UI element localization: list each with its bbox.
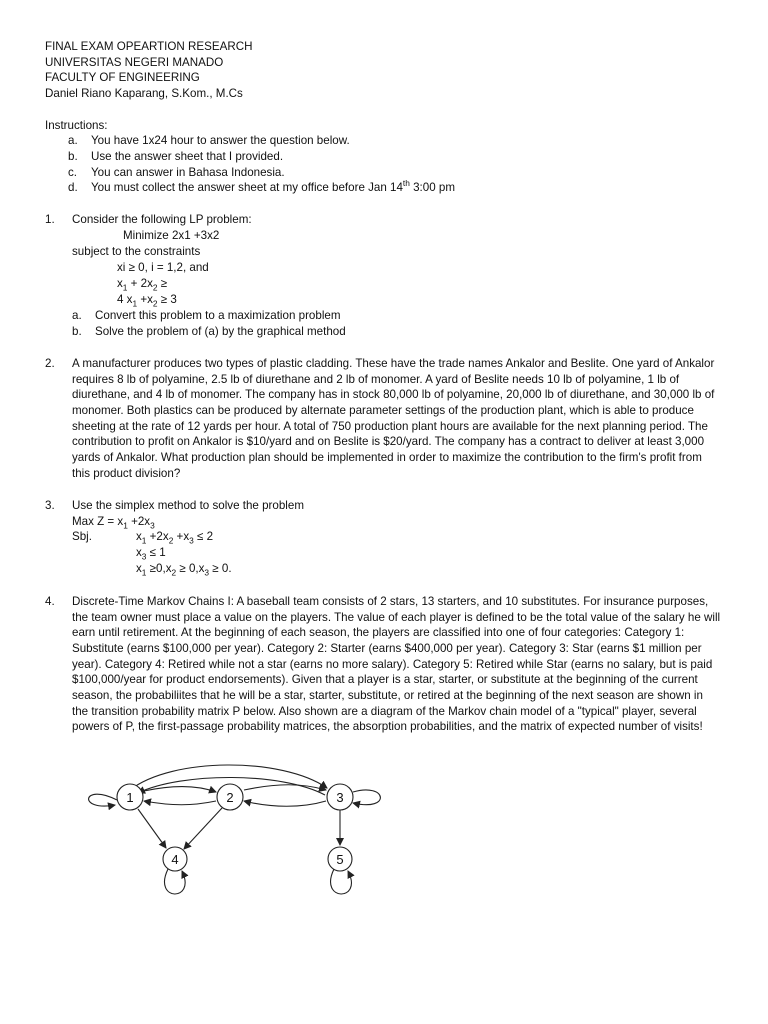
question-number: 4.: [45, 595, 55, 608]
question-number: 1.: [45, 213, 55, 226]
q1-part-label: a.: [72, 309, 82, 322]
markov-chain-diagram: [72, 752, 392, 902]
arrow-2-to-1: [144, 801, 216, 805]
arrow-1-to-2: [144, 787, 216, 792]
q1-part-label: b.: [72, 325, 82, 338]
instruction-text: You can answer in Bahasa Indonesia.: [91, 166, 285, 179]
instruction-label: a.: [68, 134, 78, 147]
q3-intro: Use the simplex method to solve the problem: [72, 499, 304, 512]
state-label: 1: [126, 790, 134, 805]
q3-constraint: $x_1 \ge 0,x_2 \ge 0,x_3 \ge 0$.: [136, 562, 232, 578]
header-university: UNIVERSITAS NEGERI MANADO: [45, 56, 224, 69]
header-lecturer: Daniel Riano Kaparang, S.Kom., M.Cs: [45, 87, 243, 100]
q2-text: A manufacturer produces two types of plastic cladding. These have the trade names Ankalor and Beslite. One yard of Ankalor requires 8 lb of polyamine, 2.5 lb of diurethane and 2 lb of monomer. A yard of Beslite needs 10 lb of polyamine, 1 lb of diurethane, and 4 lb of monomer. The company has in stock 80,000 lb of polyamine, 20,000 lb of diurethane, and 30,000 lb of monomer. Both plastics can be produced by alternate parameter settings of the production plant, which is able to produce sheeting at the rate of 12 yards per hour. A total of 750 production plant hours are available for the next planning period. The contribution to profit on Ankalor is $10/yard and on Beslite is $20/yard. The company has a contract to deliver at least 3,000 yards of Ankalor. What production plan should be implemented in order to maximize the contribution to the firm's profit from this product division?: [72, 357, 715, 480]
q3-constraint: $x_3 \le 1$: [136, 546, 166, 562]
arrow-3-to-2: [244, 801, 326, 806]
self-loop-4: [165, 869, 186, 894]
instructions-title: Instructions:: [45, 119, 108, 132]
self-loop-3: [353, 790, 380, 805]
q1-subject-to: subject to the constraints: [72, 245, 201, 258]
state-label: 3: [336, 790, 344, 805]
q3-subject-label: Sbj.: [72, 530, 92, 543]
q1-part-text: Convert this problem to a maximization problem: [95, 309, 341, 322]
q1-constraint: xi ≥ 0, i = 1,2, and: [117, 261, 209, 274]
q1-constraint: $x_1 + 2x_2$ ≥: [117, 277, 168, 293]
state-label: 5: [336, 852, 344, 867]
self-loop-5: [331, 869, 352, 894]
q3-constraint: $x_1 +2x_2 +x_3 \le 2$: [136, 530, 214, 546]
q1-intro: Consider the following LP problem:: [72, 213, 252, 226]
instruction-text: You have 1x24 hour to answer the question below.: [91, 134, 350, 147]
question-number: 3.: [45, 499, 55, 512]
header-title: FINAL EXAM OPEARTION RESEARCH: [45, 40, 253, 53]
arrow-1-to-4: [138, 809, 166, 848]
state-label: 2: [226, 790, 234, 805]
instruction-text: You must collect the answer sheet at my office before Jan 14th 3:00 pm: [91, 178, 456, 194]
q1-part-text: Solve the problem of (a) by the graphical method: [95, 325, 346, 338]
instruction-label: c.: [68, 166, 78, 179]
instruction-label: d.: [68, 181, 78, 194]
q4-text: Discrete-Time Markov Chains I: A baseball team consists of 2 stars, 13 starters, and 10 substitutes. For insurance purposes, the team owner must place a value on the players. The value of each player is defined to be the total value of the salary he will earn until retirement. At the beginning of each season, the players are classified into one of four categories: Category 1: Substitute (earns $100,000 per year). Category 2: Starter (earns $400,000 per year). Category 3: Star (earns $1 million per year). Category 4: Retired while not a star (earns no more salary). Category 5: Retired while Star (earns no salary, but is paid $100,000/year for product endorsements). Given that a player is a star, starter, or substitute at the beginning of the current season, the probabiliites that he will be a star, starter, substitute, or retired at the beginning of the next season are shown in the transition probability matrix P below. Also shown are a diagram of the Markov chain model of a "typical" player, several powers of P, the first-passage probability matrices, the absorption probabilities, and the matrix of expected number of visits!: [72, 595, 721, 734]
q3-objective: Max $Z = x_1 +2x_3$: [72, 515, 155, 531]
q1-constraint: 4 $x_1 +x_2 \ge 3$: [117, 293, 177, 309]
header-faculty: FACULTY OF ENGINEERING: [45, 71, 200, 84]
arrow-2-to-3: [244, 785, 326, 790]
q1-objective: Minimize 2x1 +3x2: [123, 229, 220, 242]
self-loop-1: [89, 794, 117, 806]
instruction-label: b.: [68, 150, 78, 163]
arrow-2-to-4: [184, 808, 222, 849]
question-number: 2.: [45, 357, 55, 370]
state-label: 4: [171, 852, 179, 867]
instruction-text: Use the answer sheet that I provided.: [91, 150, 284, 163]
